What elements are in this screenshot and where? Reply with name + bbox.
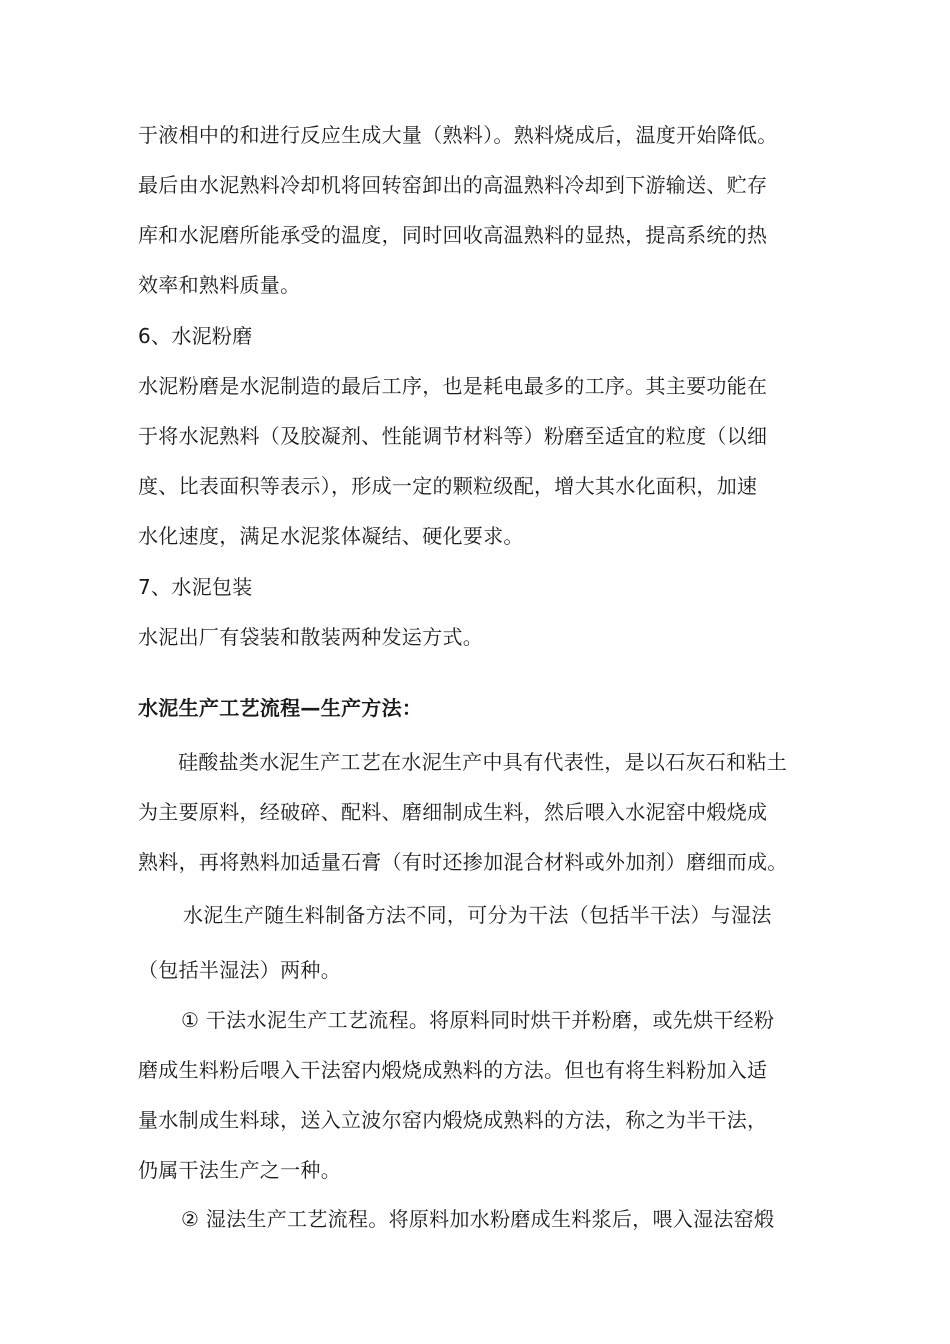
text-line: 磨成生料粉后喂入干法窑内煅烧成熟料的方法。但也有将生料粉加入适 (138, 1058, 768, 1082)
text-line: 为主要原料，经破碎、配料、磨细制成生料，然后喂入水泥窑中煅烧成 (138, 800, 768, 824)
text-line: 水泥粉磨是水泥制造的最后工序，也是耗电最多的工序。其主要功能在 (138, 374, 768, 398)
text-line: 水化速度，满足水泥浆体凝结、硬化要求。 (138, 524, 524, 548)
text-line: 于将水泥熟料（及胶凝剂、性能调节材料等）粉磨至适宜的粒度（以细 (138, 424, 768, 448)
text-line: 库和水泥磨所能承受的温度，同时回收高温熟料的显热，提高系统的热 (138, 223, 768, 247)
paragraph-first-line: 硅酸盐类水泥生产工艺在水泥生产中具有代表性，是以石灰石和粘土 (178, 750, 787, 774)
text-line: （包括半湿法）两种。 (138, 958, 341, 982)
text-line: 效率和熟料质量。 (138, 273, 301, 297)
bold-heading: 水泥生产工艺流程—生产方法： (138, 696, 423, 720)
section-heading: 6、水泥粉磨 (138, 324, 253, 348)
text-line: 度、比表面积等表示），形成一定的颗粒级配，增大其水化面积，加速 (138, 474, 758, 498)
section-heading: 7、水泥包装 (138, 575, 253, 599)
text-line: 于液相中的和进行反应生成大量（熟料）。熟料烧成后，温度开始降低。 (138, 123, 778, 147)
text-line: 最后由水泥熟料冷却机将回转窑卸出的高温熟料冷却到下游输送、贮存 (138, 173, 768, 197)
paragraph-first-line: 水泥生产随生料制备方法不同，可分为干法（包括半干法）与湿法 (183, 903, 772, 927)
text-line: 熟料，再将熟料加适量石膏（有时还掺加混合材料或外加剂）磨细而成。 (138, 850, 788, 874)
text-line: 仍属干法生产之一种。 (138, 1158, 341, 1182)
text-line: 量水制成生料球，送入立波尔窑内煅烧成熟料的方法，称之为半干法， (138, 1108, 768, 1132)
text-line: 水泥出厂有袋装和散装两种发运方式。 (138, 625, 484, 649)
list-item-1: ① 干法水泥生产工艺流程。将原料同时烘干并粉磨，或先烘干经粉 (181, 1008, 775, 1032)
list-item-2: ② 湿法生产工艺流程。将原料加水粉磨成生料浆后，喂入湿法窑煅 (181, 1207, 775, 1231)
